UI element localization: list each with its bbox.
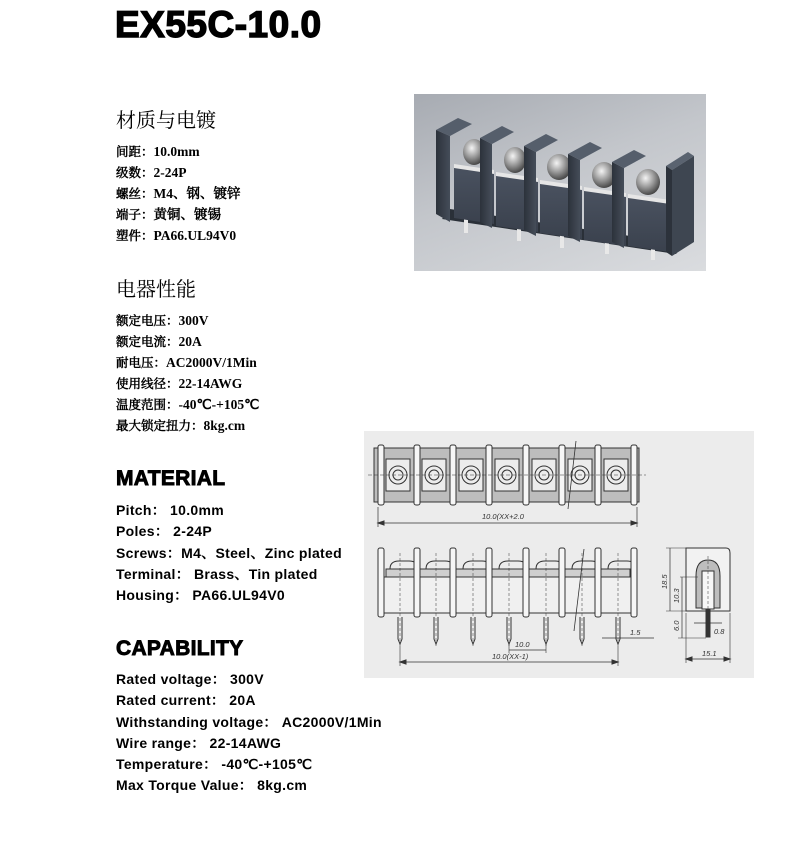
spec-value: 8kg.cm — [203, 418, 246, 433]
dim-depth: 15.1 — [702, 649, 717, 658]
terminal-block-photo-icon — [414, 94, 706, 271]
en-capability-item — [116, 733, 382, 754]
technical-drawing — [364, 431, 754, 678]
dim-pin-width: 1.5 — [630, 628, 641, 637]
en-material-item — [116, 564, 342, 585]
spec-label: Poles： — [116, 523, 170, 540]
spec-label: 使用线径： — [116, 376, 179, 391]
spec-label: Withstanding voltage： — [116, 713, 278, 730]
en-material-item — [116, 521, 342, 542]
cn-material-item — [116, 162, 241, 183]
en-capability-heading: CAPABILITY — [116, 637, 244, 660]
cn-capability-item — [116, 352, 259, 373]
product-photo — [414, 94, 706, 271]
spec-value: M4、Steel、Zinc plated — [181, 544, 342, 561]
spec-label: 额定电流： — [116, 334, 179, 349]
cn-material-item — [116, 225, 241, 246]
dim-pin-length: 6.0 — [672, 620, 681, 631]
dim-top-overall: 10.0(XX+2.0 — [482, 512, 524, 521]
spec-label: 间距： — [116, 144, 154, 159]
dim-height: 18.5 — [660, 574, 669, 589]
spec-value: AC2000V/1Min — [281, 713, 382, 730]
cn-material-item — [116, 204, 241, 225]
cn-material-heading: 材质与电镀 — [116, 108, 216, 132]
spec-label: Rated current： — [116, 692, 226, 709]
spec-label: Terminal： — [116, 565, 191, 582]
spec-value: 300V — [230, 671, 264, 687]
en-material-item — [116, 543, 342, 564]
spec-label: 端子： — [116, 207, 154, 222]
spec-value: 22-14AWG — [209, 734, 282, 751]
spec-label: Temperature： — [116, 756, 218, 773]
spec-value: Brass、Tin plated — [194, 565, 318, 582]
spec-label: Rated voltage： — [116, 671, 226, 687]
spec-value: 2-24P — [173, 523, 213, 540]
spec-value: 黄铜、镀锡 — [153, 207, 222, 222]
spec-label: 级数： — [116, 165, 154, 180]
spec-value: 20A — [229, 692, 256, 709]
cn-material-item — [116, 141, 241, 162]
spec-value: 22-14AWG — [178, 376, 243, 391]
cn-capability-heading: 电器性能 — [116, 277, 196, 301]
spec-label: 温度范围： — [116, 397, 179, 412]
cn-capability-item — [116, 373, 259, 394]
spec-label: Wire range： — [116, 734, 206, 751]
en-capability-item — [116, 669, 382, 690]
spec-value: PA66.UL94V0 — [153, 228, 237, 243]
en-material-list — [116, 500, 342, 606]
spec-value: -40℃-+105℃ — [221, 756, 313, 773]
spec-value: PA66.UL94V0 — [192, 587, 285, 604]
spec-label: Housing： — [116, 587, 189, 604]
spec-value: 300V — [178, 313, 209, 328]
spec-value: M4、钢、镀锌 — [153, 186, 241, 201]
en-capability-item — [116, 712, 382, 733]
cn-material-list — [116, 141, 241, 246]
dim-pin-span: 10.0(XX-1) — [492, 652, 529, 661]
cn-material-item — [116, 183, 241, 204]
spec-value: -40℃-+105℃ — [178, 397, 260, 412]
spec-value: 8kg.cm — [257, 777, 308, 794]
spec-value: 20A — [178, 334, 202, 349]
spec-value: AC2000V/1Min — [166, 355, 257, 370]
cn-capability-item — [116, 331, 259, 352]
dimension-drawing-icon — [364, 431, 754, 678]
spec-label: 塑件： — [116, 228, 154, 243]
product-title: EX55C-10.0 — [115, 4, 322, 45]
cn-capability-list — [116, 310, 259, 436]
spec-label: 最大锁定扭力： — [116, 418, 204, 433]
en-material-item — [116, 500, 342, 521]
en-capability-list — [116, 669, 382, 797]
spec-value: 2-24P — [153, 165, 187, 180]
spec-label: Pitch： — [116, 502, 167, 518]
spec-label: 螺丝： — [116, 186, 154, 201]
en-capability-item — [116, 690, 382, 711]
cn-capability-item — [116, 310, 259, 331]
spec-label: Max Torque Value： — [116, 777, 254, 794]
dim-pitch: 10.0 — [515, 640, 530, 649]
dim-pin-dia: 0.8 — [714, 627, 725, 636]
en-material-heading: MATERIAL — [116, 467, 226, 490]
spec-label: 耐电压： — [116, 355, 167, 370]
cn-capability-item — [116, 394, 259, 415]
cn-capability-item — [116, 415, 259, 436]
spec-label: Screws： — [116, 544, 182, 561]
en-capability-item — [116, 754, 382, 775]
spec-label: 额定电压： — [116, 313, 179, 328]
dim-body-height: 10.3 — [672, 588, 681, 603]
spec-value: 10.0mm — [153, 144, 200, 159]
spec-value: 10.0mm — [170, 502, 224, 518]
en-material-item — [116, 585, 342, 606]
en-capability-item — [116, 775, 382, 796]
